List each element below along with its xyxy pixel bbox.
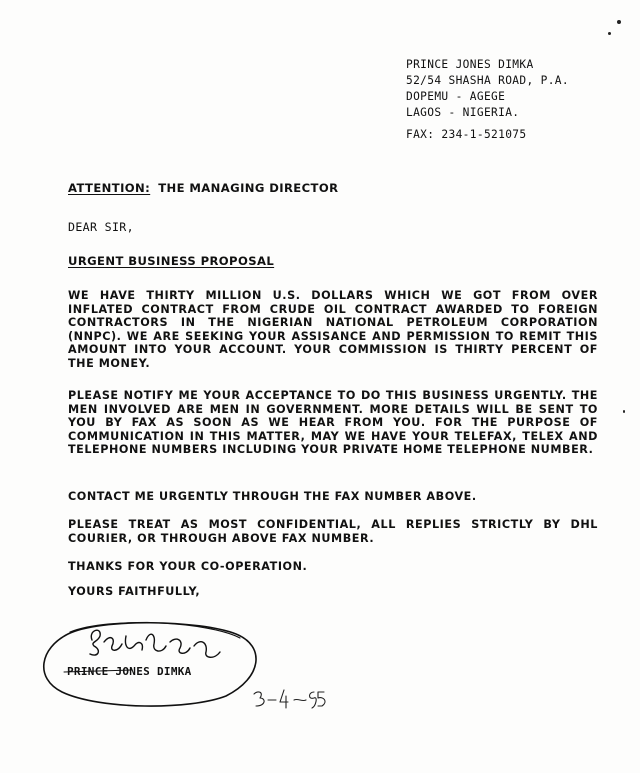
salutation: DEAR SIR,: [68, 220, 134, 234]
subject-heading: URGENT BUSINESS PROPOSAL: [68, 254, 275, 268]
body-paragraph-4: PLEASE TREAT AS MOST CONFIDENTIAL, ALL REPLIES STRICTLY BY DHL COURIER, OR THROUGH ABOVE FAX NUMBER.: [68, 518, 598, 545]
sender-address-block: [406, 57, 569, 143]
body-paragraph-2: PLEASE NOTIFY ME YOUR ACCEPTANCE TO DO THIS BUSINESS URGENTLY. THE MEN INVOLVED ARE MEN IN GOVERNMENT. MORE DETAILS WILL BE SENT TO YOU BY FAX AS SOON AS WE HEAR FROM YOU. FOR THE PURPOSE OF COMMUNICATION IN THIS MATTER, MAY WE HAVE YOUR TELEFAX, TELEX AND TELEPHONE NUMBERS INCLUDING YOUR PRIVATE HOME TELEPHONE NUMBER.: [68, 389, 598, 457]
scan-speck: [623, 410, 625, 413]
sender-address-line-3: LAGOS - NIGERIA.: [406, 106, 520, 119]
signature-printed-name: PRINCE JONES DIMKA: [67, 665, 192, 678]
attention-line: [68, 181, 338, 195]
sender-address-line-1: 52/54 SHASHA ROAD, P.A.: [406, 74, 569, 87]
scan-speck: [608, 32, 611, 35]
scan-speck: [617, 20, 621, 24]
body-paragraph-1: WE HAVE THIRTY MILLION U.S. DOLLARS WHICH WE GOT FROM OVER INFLATED CONTRACT FROM CRUDE OIL CONTRACT AWARDED TO FOREIGN CONTRACTORS IN THE NIGERIAN NATIONAL PETROLEUM CORPORATION (NNPC). WE ARE SEEKING YOUR ASSISANCE AND PERMISSION TO REMIT THIS AMOUNT INTO YOUR ACCOUNT. YOUR COMMISSION IS THIRTY PERCENT OF THE MONEY.: [68, 289, 598, 370]
sender-address-line-2: DOPEMU - AGEGE: [406, 90, 506, 103]
handwritten-date: [248, 684, 338, 714]
sender-name: PRINCE JONES DIMKA: [406, 58, 534, 71]
attention-value: THE MANAGING DIRECTOR: [158, 181, 339, 195]
thanks-line: THANKS FOR YOUR CO-OPERATION.: [68, 560, 308, 573]
attention-label: ATTENTION:: [68, 181, 151, 195]
handwritten-signature: [40, 612, 270, 712]
closing-line: YOURS FAITHFULLY,: [68, 585, 201, 598]
body-paragraph-3: CONTACT ME URGENTLY THROUGH THE FAX NUMBER ABOVE.: [68, 490, 477, 503]
sender-fax: FAX: 234-1-521075: [406, 128, 527, 141]
